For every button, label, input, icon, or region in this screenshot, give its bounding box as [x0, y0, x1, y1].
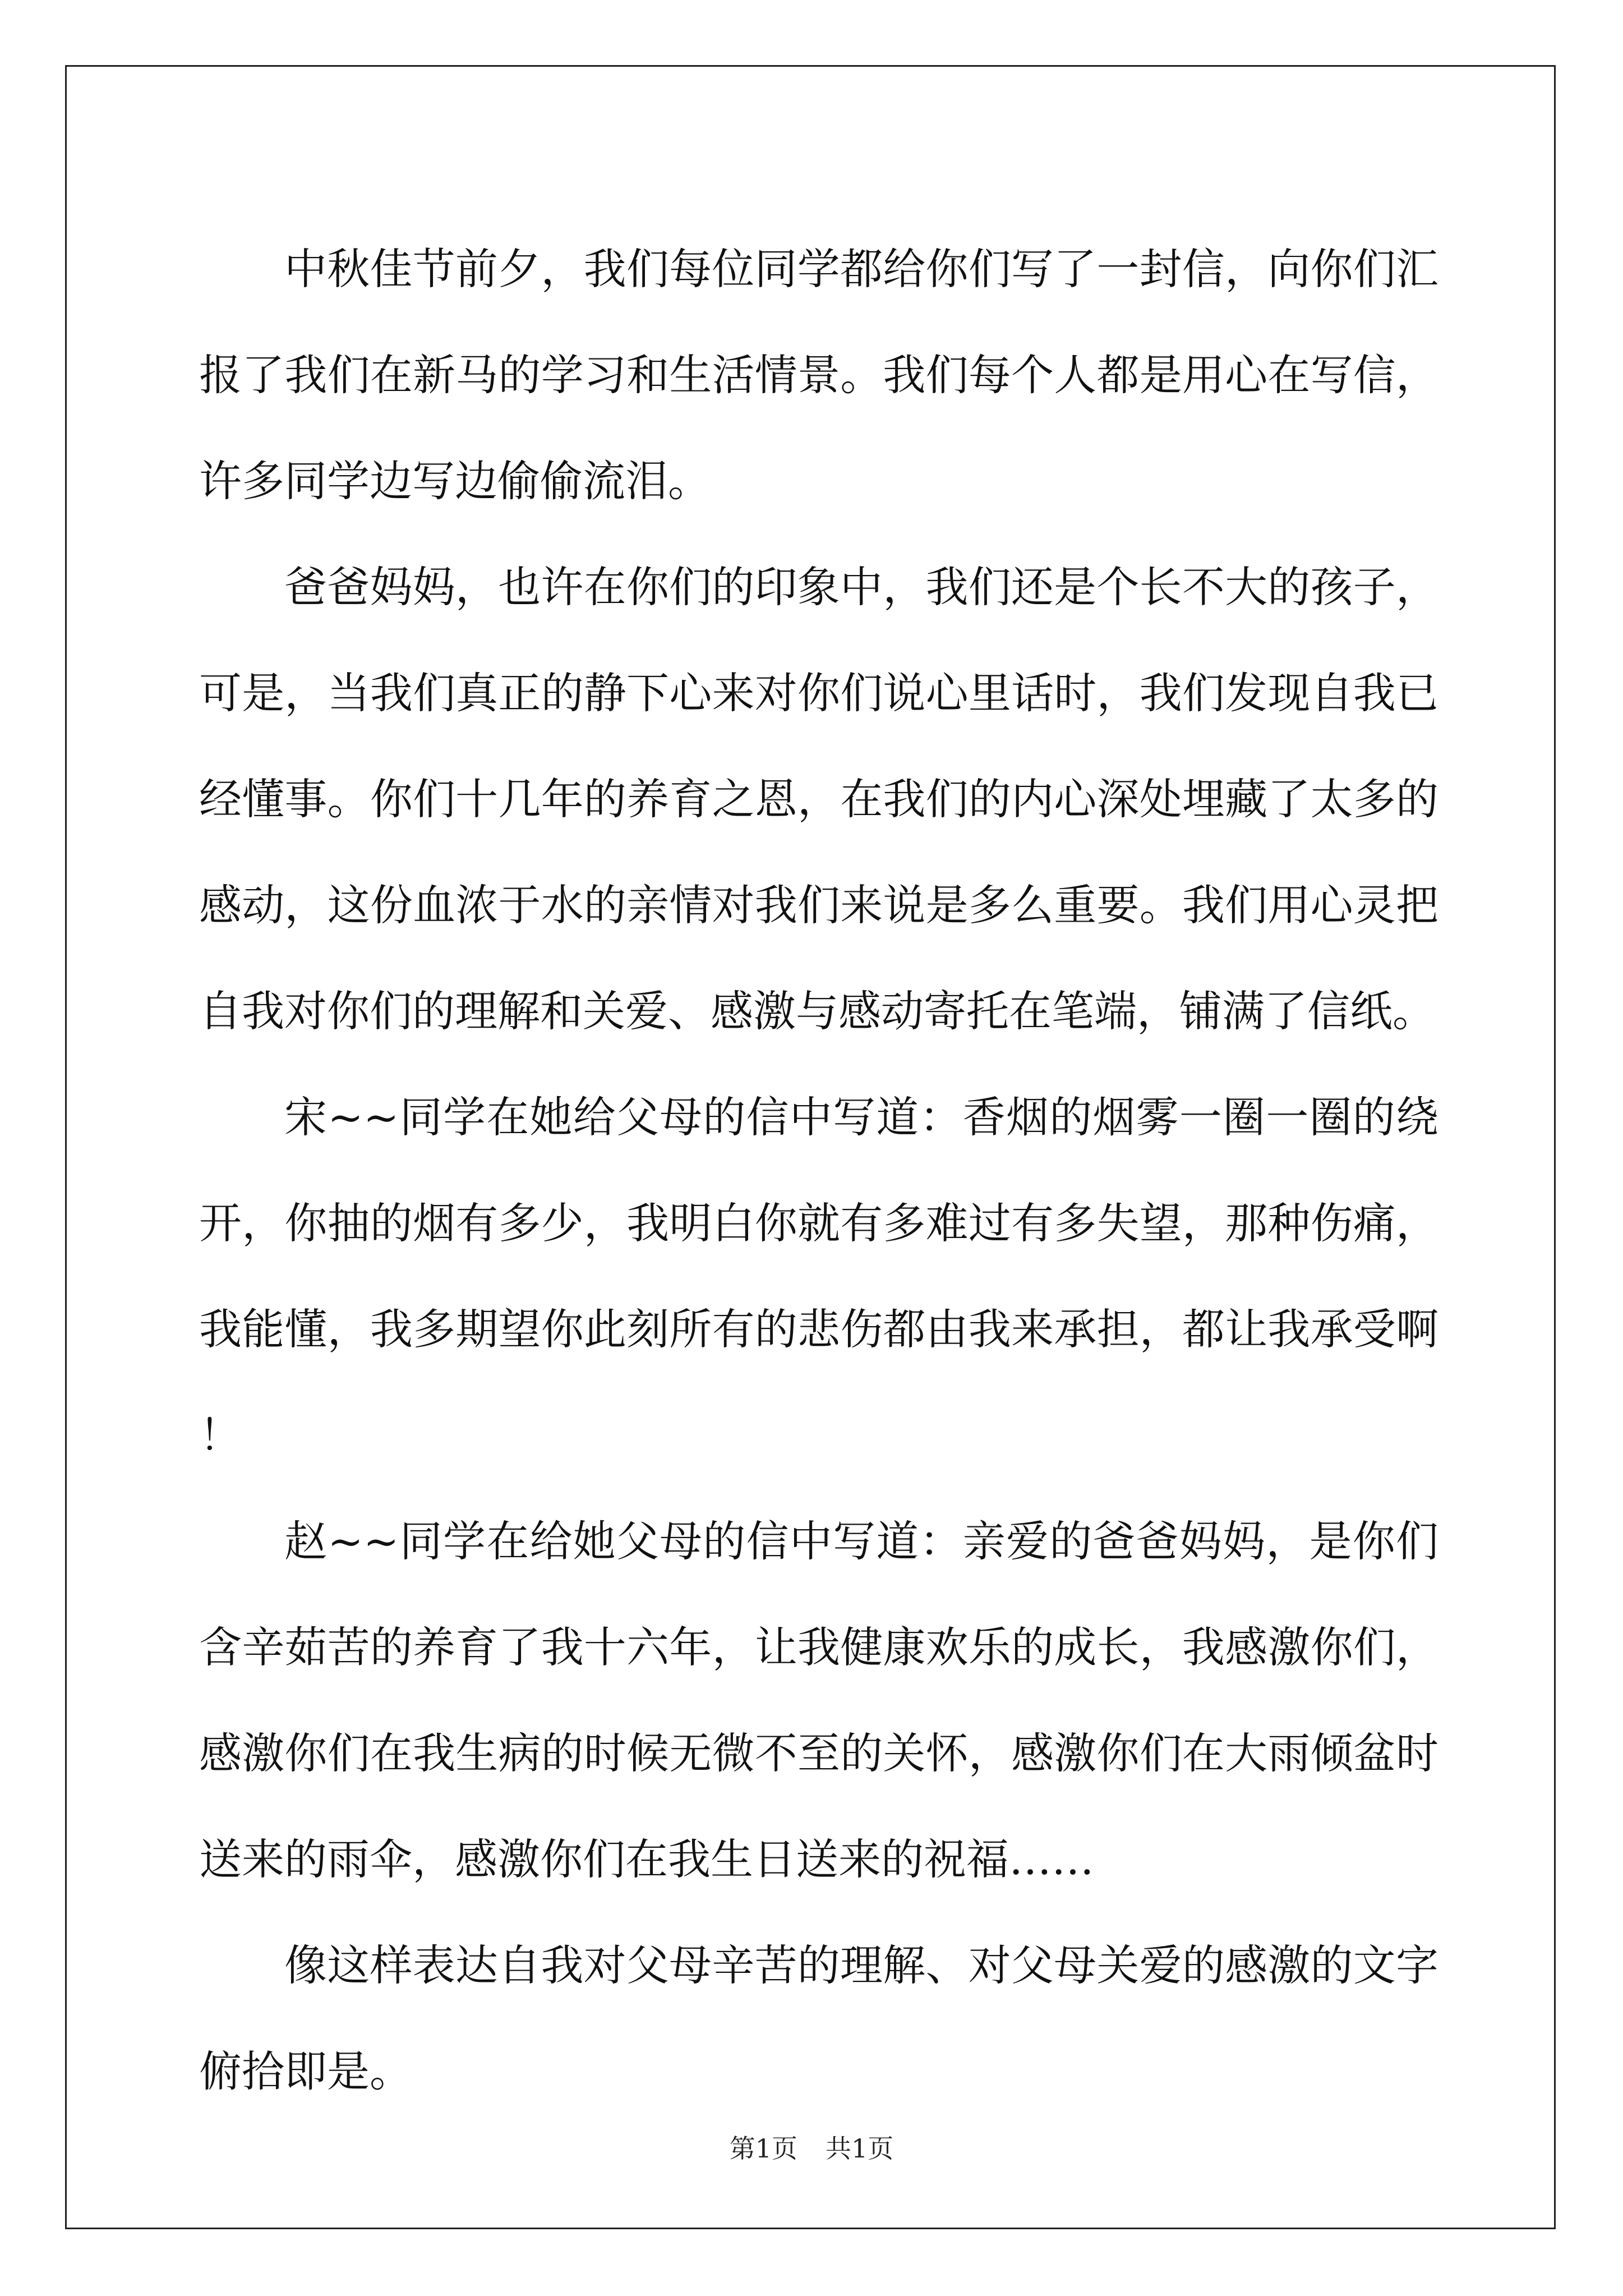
- page-footer: [0, 2132, 1623, 2165]
- paragraph-2: 爸爸妈妈，也许在你们的印象中，我们还是个长不大的孩子，可是，当我们真正的静下心来对你们说心里话时，我们发现自我已经懂事。你们十几年的养育之恩，在我们的内心深处埋藏了太多的感动，这份血浓于水的亲情对我们来说是多么重要。我们用心灵把自我对你们的理解和关爱、感激与感动寄托在笔端，铺满了信纸。: [199, 562, 1438, 1036]
- paragraph-5: 像这样表达自我对父母辛苦的理解、对父母关爱的感激的文字俯拾即是。: [199, 1940, 1438, 2096]
- document-body: [199, 216, 1438, 2124]
- page-count: 共1页: [826, 2133, 894, 2164]
- page-number: 第1页: [729, 2133, 797, 2164]
- paragraph-4: 赵~~同学在给她父母的信中写道：亲爱的爸爸妈妈，是你们含辛茹苦的养育了我十六年，让我健康欢乐的成长，我感激你们，感激你们在我生病的时候无微不至的关怀，感激你们在大雨倾盆时送来的雨伞，感激你们在我生日送来的祝福……: [199, 1516, 1438, 1884]
- paragraph-1: 中秋佳节前夕，我们每位同学都给你们写了一封信，向你们汇报了我们在新马的学习和生活情景。我们每个人都是用心在写信，许多同学边写边偷偷流泪。: [199, 244, 1438, 506]
- paragraph-3: 宋~~同学在她给父母的信中写道：香烟的烟雾一圈一圈的绕开，你抽的烟有多少，我明白你就有多难过有多失望，那种伤痛，我能懂，我多期望你此刻所有的悲伤都由我来承担，都让我承受啊！: [199, 1092, 1438, 1460]
